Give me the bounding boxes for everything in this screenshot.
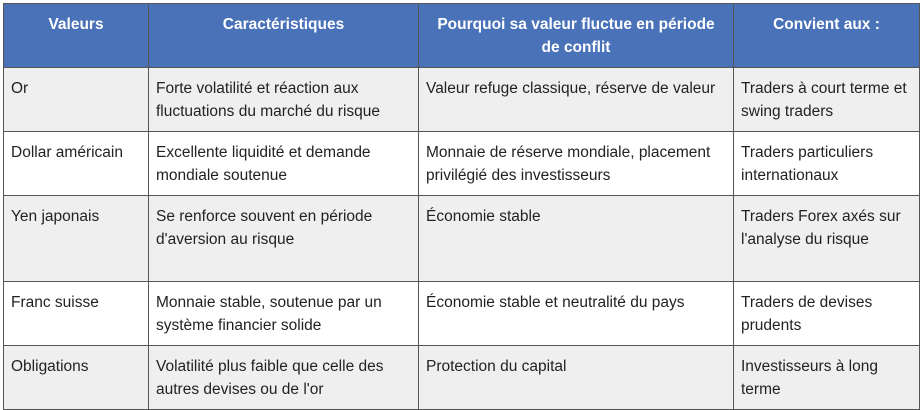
cell-convient: Traders Forex axés sur l'analyse du risque <box>734 196 920 282</box>
cell-pourquoi: Protection du capital <box>419 346 734 410</box>
header-convient: Convient aux : <box>734 4 920 68</box>
cell-valeur: Yen japonais <box>4 196 149 282</box>
comparison-table <box>3 3 920 410</box>
cell-valeur: Or <box>4 68 149 132</box>
cell-valeur: Franc suisse <box>4 282 149 346</box>
cell-caracteristiques: Excellente liquidité et demande mondiale soutenue <box>149 132 419 196</box>
cell-valeur: Dollar américain <box>4 132 149 196</box>
header-row <box>4 4 920 68</box>
table-row <box>4 68 920 132</box>
cell-pourquoi: Monnaie de réserve mondiale, placement privilégié des investisseurs <box>419 132 734 196</box>
table-row <box>4 282 920 346</box>
cell-caracteristiques: Se renforce souvent en période d'aversion au risque <box>149 196 419 282</box>
cell-caracteristiques: Monnaie stable, soutenue par un système financier solide <box>149 282 419 346</box>
cell-convient: Investisseurs à long terme <box>734 346 920 410</box>
header-pourquoi: Pourquoi sa valeur fluctue en période de conflit <box>419 4 734 68</box>
cell-pourquoi: Valeur refuge classique, réserve de valeur <box>419 68 734 132</box>
header-valeurs: Valeurs <box>4 4 149 68</box>
table-row <box>4 196 920 282</box>
cell-caracteristiques: Volatilité plus faible que celle des autres devises ou de l'or <box>149 346 419 410</box>
cell-convient: Traders à court terme et swing traders <box>734 68 920 132</box>
cell-caracteristiques: Forte volatilité et réaction aux fluctuations du marché du risque <box>149 68 419 132</box>
cell-convient: Traders particuliers internationaux <box>734 132 920 196</box>
table-row <box>4 132 920 196</box>
cell-valeur: Obligations <box>4 346 149 410</box>
table-row <box>4 346 920 410</box>
cell-pourquoi: Économie stable et neutralité du pays <box>419 282 734 346</box>
header-caracteristiques: Caractéristiques <box>149 4 419 68</box>
cell-pourquoi: Économie stable <box>419 196 734 282</box>
cell-convient: Traders de devises prudents <box>734 282 920 346</box>
